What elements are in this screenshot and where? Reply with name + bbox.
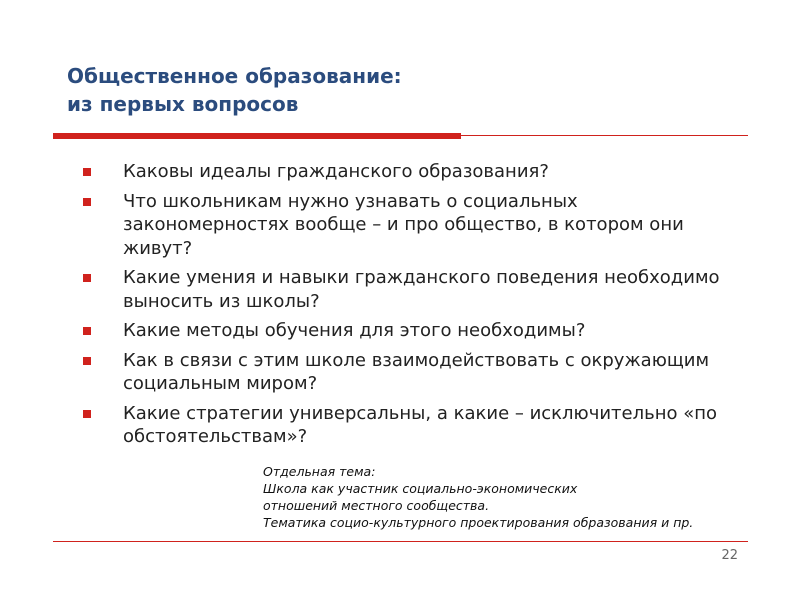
red-square-bullet-icon	[83, 410, 91, 418]
top-divider-accent	[53, 133, 461, 139]
side-note-line-1: Отдельная тема:	[263, 464, 376, 479]
question-text: Что школьникам нужно узнавать о социальных закономерностях вообще – и про общество, в котором они живут?	[123, 190, 684, 259]
question-item	[83, 402, 723, 449]
side-note-line-3: отношений местного сообщества.	[263, 498, 490, 513]
question-item	[83, 319, 723, 343]
question-text: Какие умения и навыки гражданского поведения необходимо выносить из школы?	[123, 267, 720, 312]
question-item	[83, 349, 723, 396]
bottom-divider	[53, 541, 748, 542]
side-note-line-4: Тематика социо-культурного проектирования образования и пр.	[263, 515, 694, 530]
red-square-bullet-icon	[83, 357, 91, 365]
side-note	[263, 463, 693, 531]
question-text: Каковы идеалы гражданского образования?	[123, 161, 549, 182]
slide-title-line-2: из первых вопросов	[67, 92, 299, 116]
question-item	[83, 160, 723, 184]
red-square-bullet-icon	[83, 168, 91, 176]
side-note-line-2: Школа как участник социально-экономических	[263, 481, 578, 496]
slide-title	[67, 62, 402, 118]
red-square-bullet-icon	[83, 327, 91, 335]
red-square-bullet-icon	[83, 198, 91, 206]
page-number: 22	[721, 548, 738, 563]
question-list	[83, 160, 723, 455]
question-text: Как в связи с этим школе взаимодействовать с окружающим социальным миром?	[123, 349, 710, 394]
question-item	[83, 266, 723, 313]
question-text: Какие методы обучения для этого необходимы?	[123, 320, 586, 341]
slide-title-line-1: Общественное образование:	[67, 64, 402, 88]
question-text: Какие стратегии универсальны, а какие – исключительно «по обстоятельствам»?	[123, 402, 718, 447]
question-item	[83, 190, 723, 261]
red-square-bullet-icon	[83, 274, 91, 282]
